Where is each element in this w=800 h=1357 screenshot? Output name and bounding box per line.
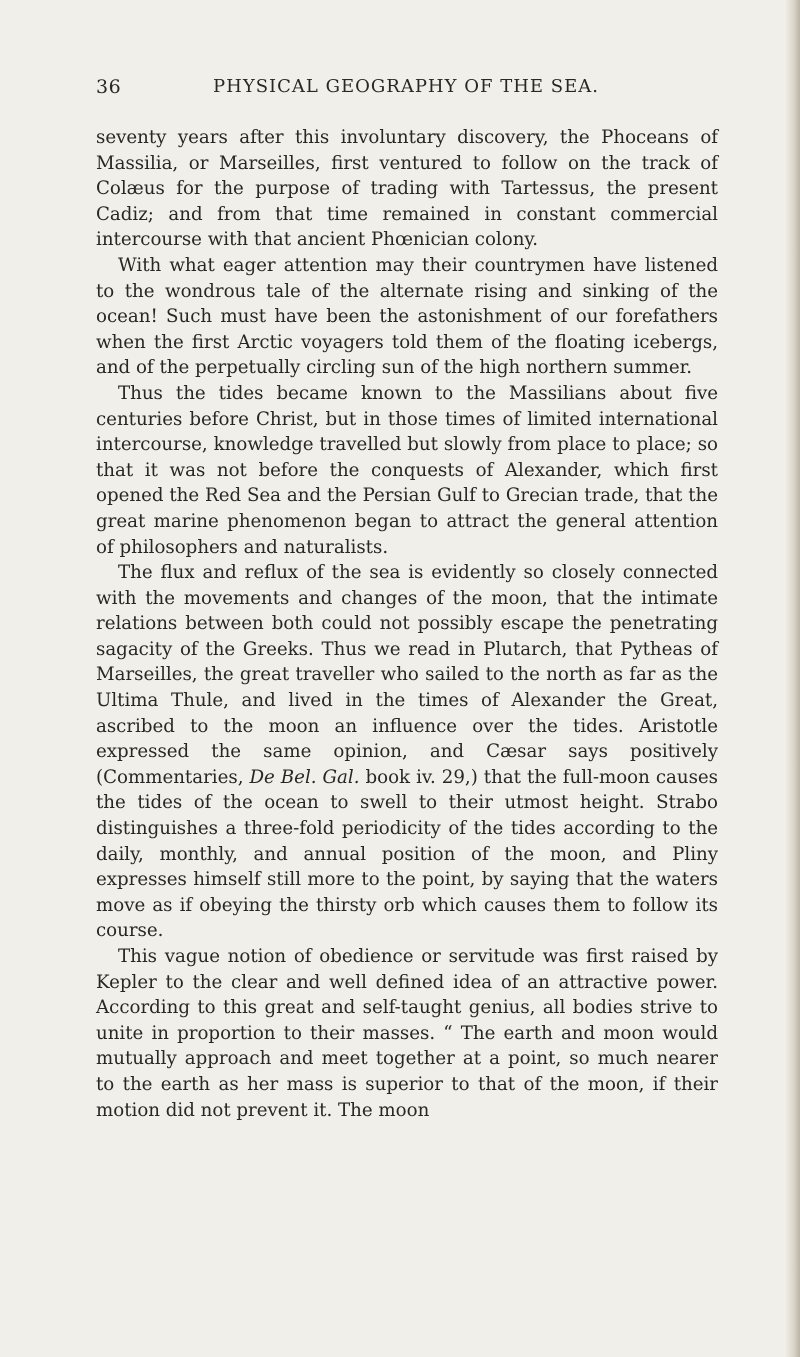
paragraph-4-text-after: book iv. 29,) that the full-moon causes the tides of the ocean to swell to their utmost height. Strabo distinguishes a three-fold periodicity of the tides according to the daily, monthly, and annual position of the moon, and Pliny expresses himself still more to the point, by saying that the waters move as if obeying the thirsty orb which causes them to follow its course. bbox=[96, 766, 718, 942]
page-number: 36 bbox=[96, 76, 122, 98]
running-head bbox=[96, 76, 716, 102]
paragraph-5: This vague notion of obedience or servitude was first raised by Kepler to the clear and well defined idea of an attractive power. According to this great and self-taught genius, all bodies strive to unite in proportion to their masses. “ The earth and moon would mutually approach and meet together at a point, so much nearer to the earth as her mass is superior to that of the moon, if their motion did not prevent it. The moon bbox=[96, 946, 718, 1121]
running-title: PHYSICAL GEOGRAPHY OF THE SEA. bbox=[213, 76, 599, 97]
paragraph-4-text-before: The flux and reflux of the sea is evidently so closely connected with the movements and changes of the moon, that the intimate relations between both could not possibly escape the penetrating sagacity of the Greeks. Thus we read in Plutarch, that Pytheas of Marseilles, the great traveller who sailed to the north as far as the Ultima Thule, and lived in the times of Alexander the Great, ascribed to the moon an influence over the tides. Aristotle expressed the same opinion, and Cæsar says positively (Commentaries, bbox=[96, 562, 718, 788]
paragraph-3: Thus the tides became known to the Massilians about five centuries before Christ, but in those times of limited international intercourse, knowledge travelled but slowly from place to place; so that it was not before the conquests of Alexander, which first opened the Red Sea and the Persian Gulf to Grecian trade, that the great marine phenomenon began to attract the general attention of philosophers and naturalists. bbox=[96, 382, 718, 558]
paragraph-2: With what eager attention may their countrymen have listened to the wondrous tale of the alternate rising and sinking of the ocean! Such must have been the astonishment of our forefathers when the first Arctic voyagers told them of the floating icebergs, and of the perpetually circling sun of the high northern summer. bbox=[96, 254, 718, 379]
paragraph-4 bbox=[96, 560, 718, 944]
citation-de-bel-gal: De Bel. Gal. bbox=[249, 766, 360, 788]
page-edge-shadow bbox=[786, 0, 800, 1357]
body-text bbox=[96, 125, 718, 1123]
paragraph-1: seventy years after this involuntary discovery, the Phoceans of Massilia, or Marseilles, first ventured to follow on the track of Colæus for the purpose of trading with Tartessus, the present Cadiz; and from that time remained in constant commercial intercourse with that ancient Phœnician colony. bbox=[96, 127, 718, 251]
